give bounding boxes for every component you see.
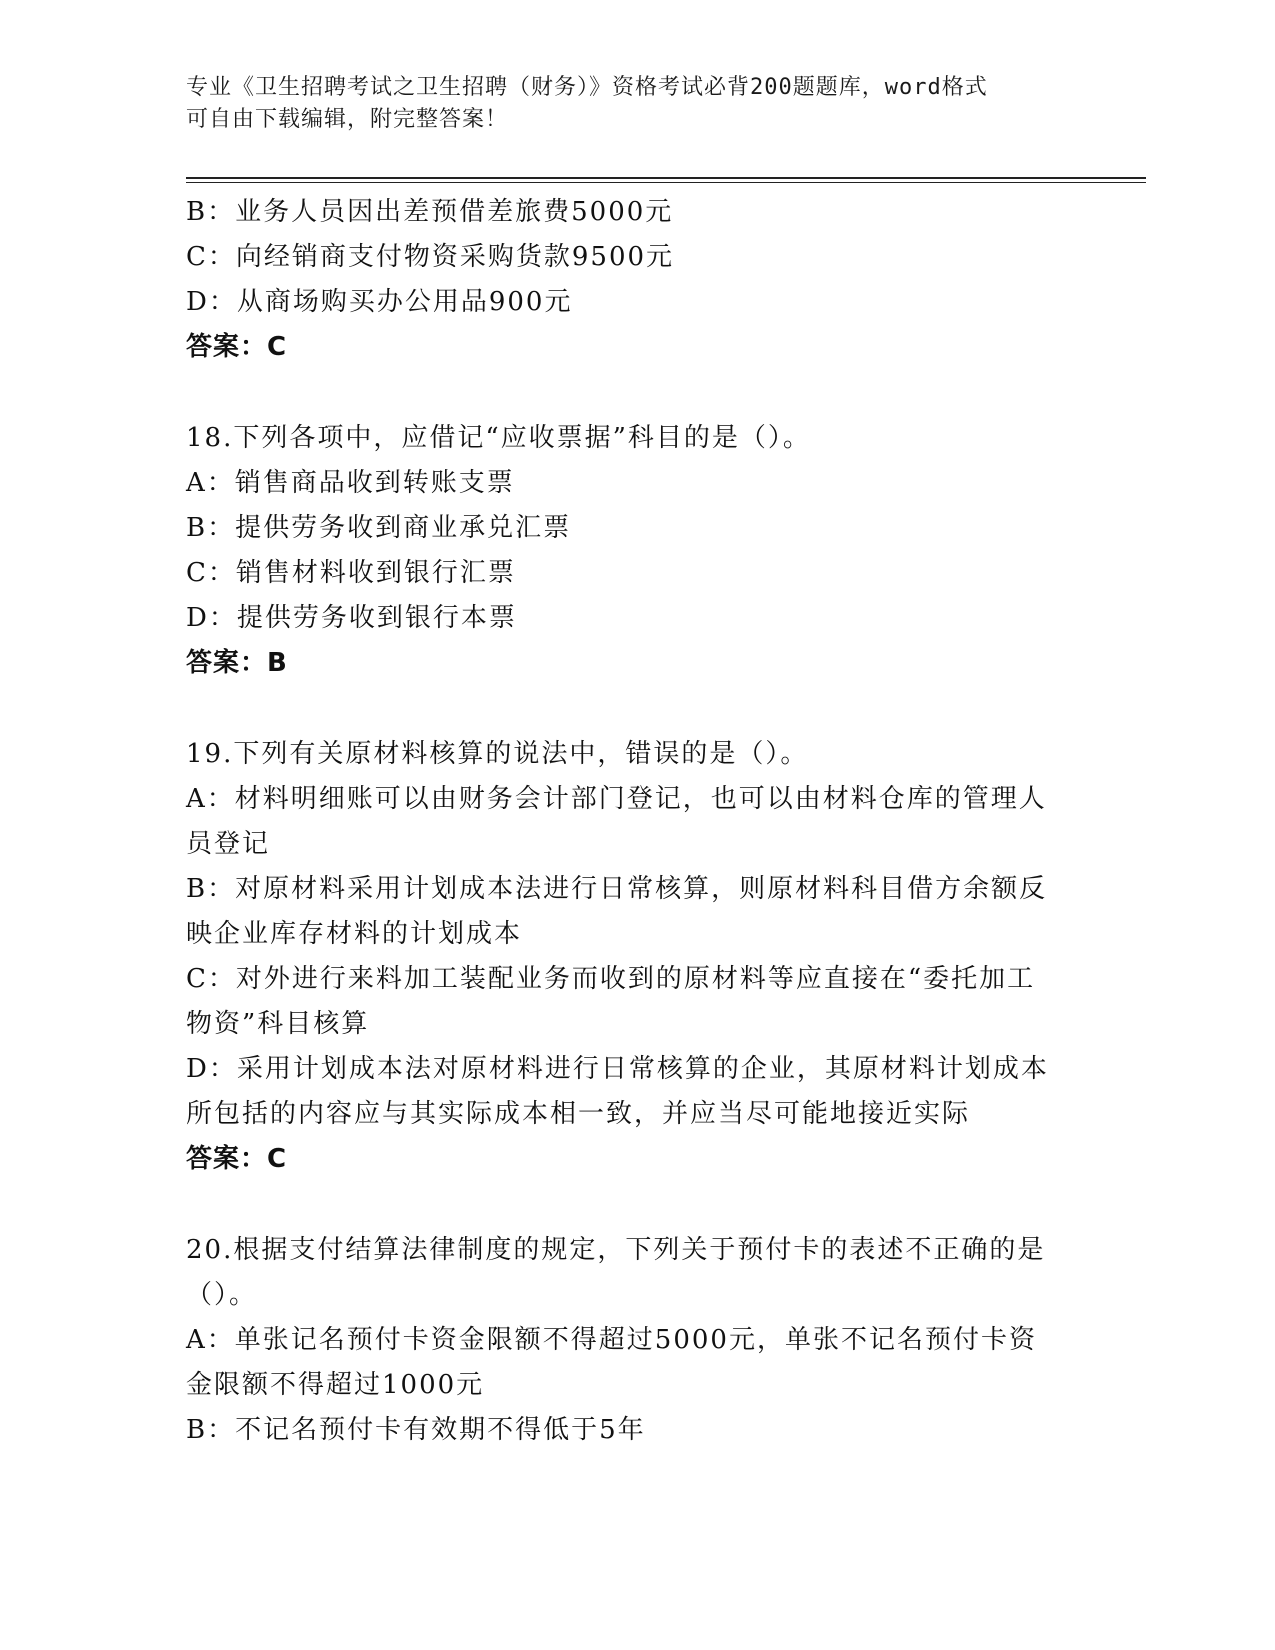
question-17 <box>186 190 1066 370</box>
q19-option-b-line-2: 映企业库存材料的计划成本 <box>186 919 523 949</box>
q20-option-b: B：不记名预付卡有效期不得低于5年 <box>186 1415 646 1445</box>
q18-option-b: B：提供劳务收到商业承兑汇票 <box>186 513 572 543</box>
header-line-2: 可自由下载编辑，附完整答案！ <box>186 107 509 132</box>
q19-option-d-line-2: 所包括的内容应与其实际成本相一致，并应当尽可能地接近实际 <box>186 1099 971 1129</box>
q20-question-line-2: （）。 <box>186 1280 258 1310</box>
q18-question: 18.下列各项中，应借记“应收票据”科目的是（）。 <box>186 423 811 453</box>
header-divider-thick <box>186 177 1146 179</box>
header-divider-thin <box>186 182 1146 183</box>
q19-question: 19.下列有关原材料核算的说法中，错误的是（）。 <box>186 739 809 769</box>
q19-answer: 答案：C <box>186 1144 288 1174</box>
q19-option-d-line-1: D：采用计划成本法对原材料进行日常核算的企业，其原材料计划成本 <box>186 1054 1049 1084</box>
q18-option-d: D：提供劳务收到银行本票 <box>186 603 517 633</box>
q17-answer: 答案：C <box>186 332 288 362</box>
q18-option-c: C：销售材料收到银行汇票 <box>186 558 516 588</box>
q17-option-c: C：向经销商支付物资采购货款9500元 <box>186 242 675 272</box>
q19-option-a-line-2: 员登记 <box>186 829 271 859</box>
spacer <box>186 1182 1066 1228</box>
spacer <box>186 686 1066 732</box>
header-line-1: 专业《卫生招聘考试之卫生招聘（财务）》资格考试必背200题题库，word格式 <box>186 75 988 100</box>
question-18 <box>186 416 1066 686</box>
q19-option-c-line-1: C：对外进行来料加工装配业务而收到的原材料等应直接在“委托加工 <box>186 964 1036 994</box>
document-body <box>186 190 1066 1453</box>
q18-option-a: A：销售商品收到转账支票 <box>186 468 515 498</box>
q19-option-a-line-1: A：材料明细账可以由财务会计部门登记，也可以由材料仓库的管理人 <box>186 784 1047 814</box>
q17-option-b: B：业务人员因出差预借差旅费5000元 <box>186 197 674 227</box>
q20-question-line-1: 20.根据支付结算法律制度的规定，下列关于预付卡的表述不正确的是 <box>186 1235 1046 1265</box>
question-19 <box>186 732 1066 1182</box>
q18-answer: 答案：B <box>186 648 288 678</box>
document-header <box>186 72 1066 136</box>
q20-option-a-line-2: 金限额不得超过1000元 <box>186 1370 485 1400</box>
q19-option-b-line-1: B：对原材料采用计划成本法进行日常核算，则原材料科目借方余额反 <box>186 874 1048 904</box>
question-20 <box>186 1228 1066 1453</box>
q20-option-a-line-1: A：单张记名预付卡资金限额不得超过5000元，单张不记名预付卡资 <box>186 1325 1037 1355</box>
q19-option-c-line-2: 物资”科目核算 <box>186 1009 370 1039</box>
q17-option-d: D：从商场购买办公用品900元 <box>186 287 573 317</box>
spacer <box>186 370 1066 416</box>
